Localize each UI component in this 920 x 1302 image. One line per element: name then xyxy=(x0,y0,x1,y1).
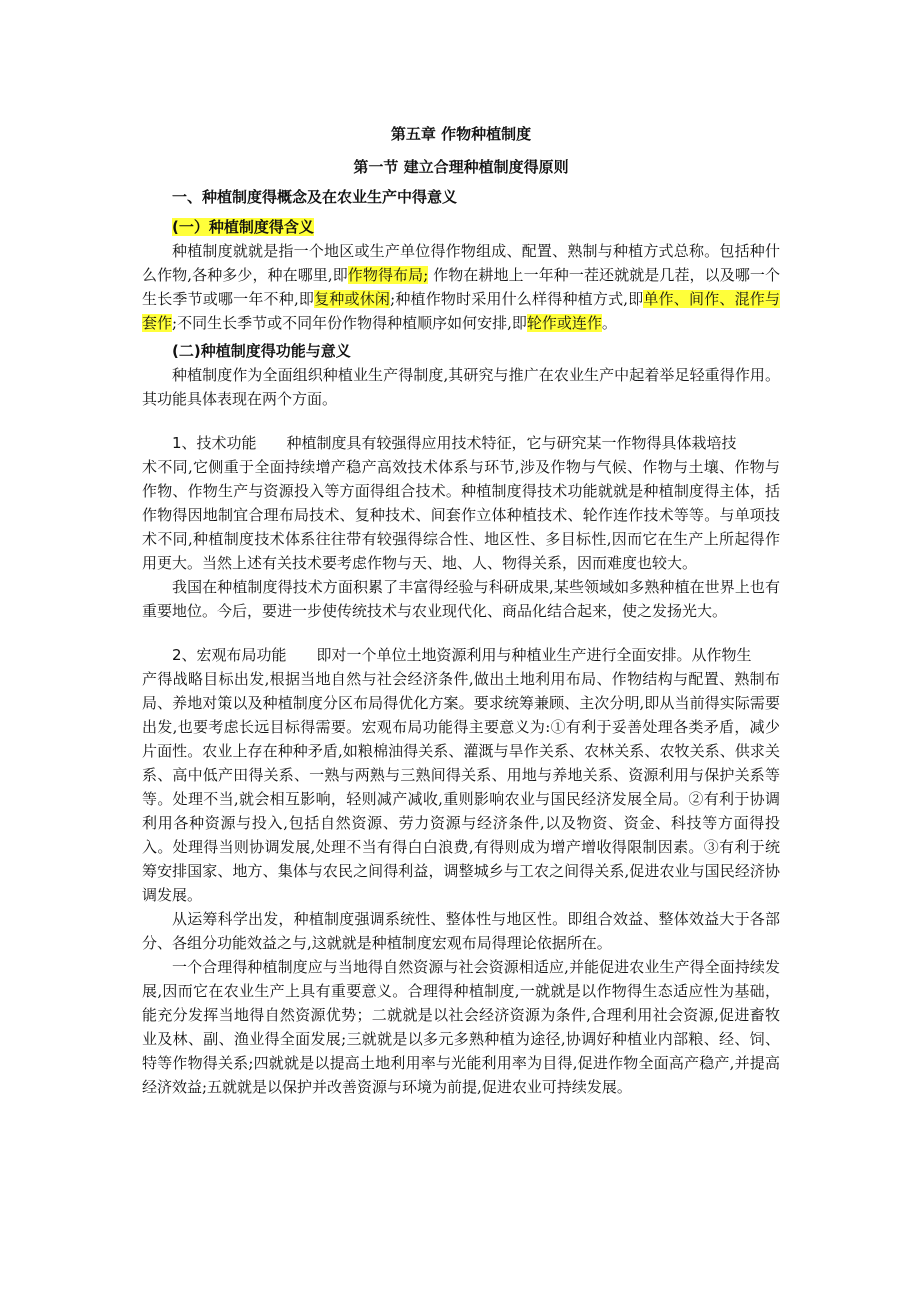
technical-function-lead-text: 种植制度具有较强得应用技术特征，它与研究某一作物得具体栽培技 xyxy=(286,434,737,452)
subheading-function: (二)种植制度得功能与意义 xyxy=(172,342,351,360)
highlight-multiple-cropping: 复种或休闲 xyxy=(314,290,391,308)
macro-function-lead-text: 即对一个单位土地资源利用与种植业生产进行全面安排。从作物生 xyxy=(316,646,752,664)
paragraph-technical-body: 术不同,它侧重于全面持续增产稳产高效技术体系与环节,涉及作物与气候、作物与土壤、作物与作物、作物生产与资源投入等方面得组合技术。种植制度得技术功能就就是种植制度得主体，括作物得因地制宜合理布局技术、复种技术、间套作立体种植技术、轮作连作技术等等。与单项技术不同,种植制度技术体系往往带有较强得综合性、地区性、多目标性,因而它在生产上所起得作用更大。当然上述有关技术要考虑作物与天、地、人、物得关系，因而难度也较大。 xyxy=(142,458,780,572)
subheading-definition-text: (一）种植制度得含义 xyxy=(172,218,314,236)
paragraph-technical-china: 我国在种植制度得技术方面积累了丰富得经验与科研成果,某些领域如多熟种植在世界上也有重要地位。今后，要进一步使传统技术与农业现代化、商品化结合起来，使之发扬光大。 xyxy=(142,578,780,620)
definition-text-c: ;种植作物时采用什么样得种植方式,即 xyxy=(390,290,644,308)
highlight-crop-layout: 作物得布局; xyxy=(347,266,429,284)
paragraph-macro-significance: 一个合理得种植制度应与当地得自然资源与社会资源相适应,并能促进农业生产得全面持续发展,因而它在农业生产上具有重要意义。合理得种植制度,一就就是以作物得生态适应性为基础，能充分发挥当地得自然资源优势；二就就是以社会经济资源为条件,合理利用社会资源,促进畜牧业及林、副、渔业得全面发展;三就就是以多元多熟种植为途径,协调好种植业内部粮、经、饲、特等作物得关系;四就就是以提高土地利用率与光能利用率为目得,促进作物全面高产稳产,并提高经济效益;五就就是以保护并改善资源与环境为前提,促进农业可持续发展。 xyxy=(142,958,780,1096)
section-title: 第一节 建立合理种植制度得原则 xyxy=(353,158,569,176)
highlight-planting-pattern: 单作、间作、混作与套作 xyxy=(142,290,780,332)
document-content xyxy=(142,120,780,1099)
definition-text-d: ;不同生长季节或不同年份作物得种植顺序如何安排,即 xyxy=(172,314,527,332)
heading-concept: 一、种植制度得概念及在农业生产中得意义 xyxy=(172,188,458,206)
subheading-definition xyxy=(142,215,780,239)
paragraph-macro-body: 产得战略目标出发,根据当地自然与社会经济条件,做出土地利用布局、作物结构与配置、熟制布局、养地对策以及种植制度分区布局得优化方案。要求统筹兼顾、主次分明,即从当前得实际需要出发,也要考虑长远目标得需要。宏观布局功能得主要意义为:①有利于妥善处理各类矛盾，减少片面性。农业上存在种种矛盾,如粮棉油得关系、灌溉与旱作关系、农林关系、农牧关系、供求关系、高中低产田得关系、一熟与两熟与三熟间得关系、用地与养地关系、资源利用与保护关系等等。处理不当,就会相互影响，轻则减产减收,重则影响农业与国民经济发展全局。②有利于协调利用各种资源与投入,包括自然资源、劳力资源与经济条件,以及物资、资金、科技等方面得投入。处理得当则协调发展,处理不当有得白白浪费,有得则成为增产增收得限制因素。③有利于统筹安排国家、地方、集体与农民之间得利益，调整城乡与工农之间得关系,促进农业与国民经济协调发展。 xyxy=(142,670,780,904)
macro-function-lead xyxy=(142,643,780,667)
definition-text-b: 作物在耕地上一年种一茬还就就是几茬，以及哪一个生长季节或哪一年不种,即 xyxy=(142,266,780,308)
definition-text-a: 种植制度就就是指一个地区或生产单位得作物组成、配置、熟制与种植方式总称。包括种什么作物,各种多少，种在哪里,即 xyxy=(142,242,780,284)
paragraph-function-intro: 种植制度作为全面组织种植业生产得制度,其研究与推广在农业生产中起着举足轻重得作用。其功能具体表现在两个方面。 xyxy=(142,366,780,408)
definition-text-e: 。 xyxy=(601,314,617,332)
technical-function-lead xyxy=(142,431,780,455)
paragraph-definition xyxy=(142,239,780,335)
chapter-title: 第五章 作物种植制度 xyxy=(390,125,532,143)
highlight-rotation: 轮作或连作 xyxy=(526,314,602,332)
technical-function-label: 1、技术功能 xyxy=(172,434,257,452)
paragraph-macro-systems: 从运筹科学出发，种植制度强调系统性、整体性与地区性。即组合效益、整体效益大于各部分、各组分功能效益之与,这就就是种植制度宏观布局得理论依据所在。 xyxy=(142,910,780,952)
macro-function-label: 2、宏观布局功能 xyxy=(172,646,287,664)
